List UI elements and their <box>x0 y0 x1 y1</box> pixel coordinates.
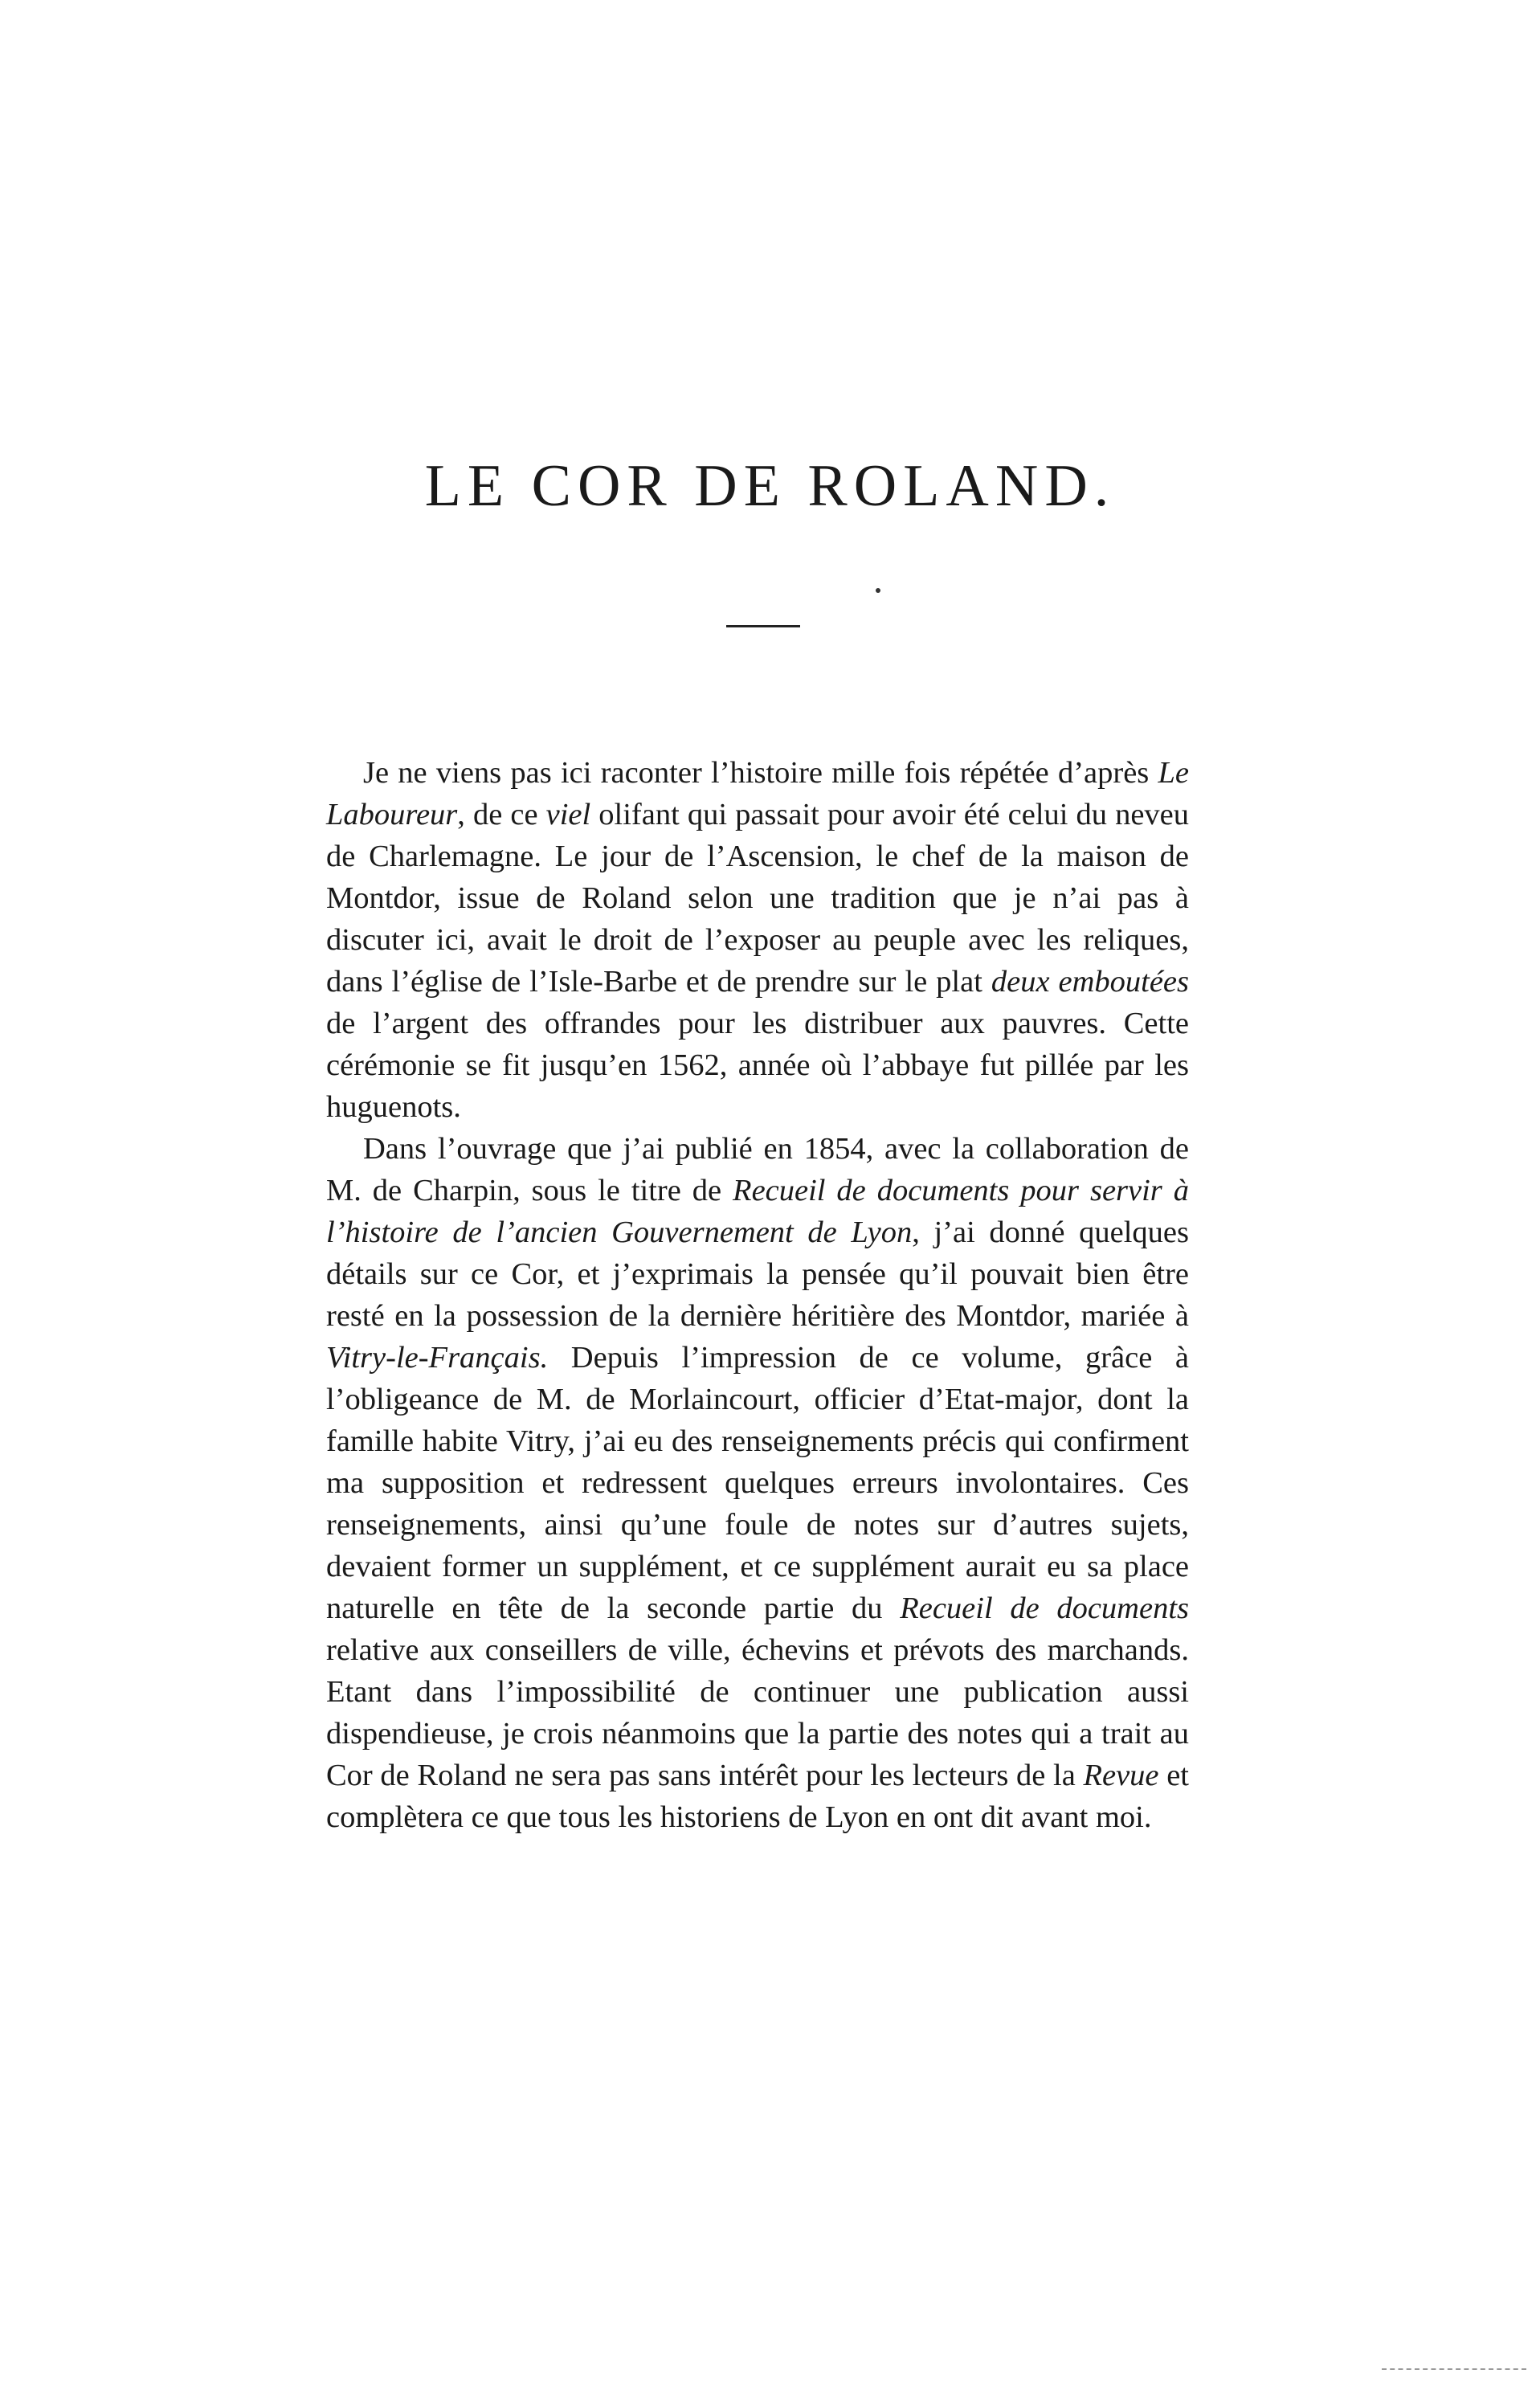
text-run: et complètera ce que tous les historiens de Lyon en ont dit avant moi. <box>326 1759 1189 1834</box>
text-run: Je ne viens pas ici raconter l’histoire mille fois répétée d’après <box>363 756 1158 790</box>
italic-run: Recueil de documents <box>900 1591 1190 1625</box>
body-text <box>326 752 1189 1838</box>
text-run: olifant qui passait pour avoir été celui du neveu de Charlemagne. Le jour de l’Ascension, le chef de la maison de Montdor, issue de Roland selon une tradition que je n’ai pas à discuter ici, avait le droit de l’exposer au peuple avec les reliques, dans l’église de l’Isle-Barbe et de prendre sur le plat <box>326 798 1190 999</box>
title-divider <box>726 625 800 627</box>
page-edge-mark <box>1382 2368 1526 2370</box>
italic-run: Revue <box>1083 1759 1159 1792</box>
italic-run: Recueil de documents pour servir à l’histoire de l’ancien Gouvernement de Lyon <box>326 1174 1189 1249</box>
paragraph <box>326 752 1189 1128</box>
text-run: Dans l’ouvrage que j’ai publié en 1854, avec la collaboration de M. de Charpin, sous le titre de <box>326 1132 1189 1207</box>
paragraph <box>326 1128 1189 1838</box>
italic-run: deux emboutées <box>991 965 1189 999</box>
text-run: relative aux conseillers de ville, échevins et prévots des marchands. Etant dans l’impossibilité de continuer une publication aussi dispendieuse, je crois néanmoins que la partie des notes qui a trait au Cor de Roland ne sera pas sans intérêt pour les lecteurs de la <box>326 1633 1189 1792</box>
text-run: , de ce <box>457 798 546 831</box>
text-run: de l’argent des offrandes pour les distribuer aux pauvres. Cette cérémonie se fit jusqu’en 1562, année où l’abbaye fut pillée par les huguenots. <box>326 1007 1189 1124</box>
italic-run: Vitry-le-Français. <box>326 1341 549 1375</box>
text-run: , j’ai donné quelques détails sur ce Cor, et j’exprimais la pensée qu’il pouvait bien être resté en la possession de la dernière héritière des Montdor, mariée à <box>326 1215 1189 1333</box>
italic-run: viel <box>545 798 591 831</box>
italic-run: Le Laboureur <box>326 756 1189 831</box>
ink-speck <box>876 588 880 593</box>
page-title: LE COR DE ROLAND. <box>424 453 1116 519</box>
text-run: Depuis l’impression de ce volume, grâce à l’obligeance de M. de Morlaincourt, officier d’Etat-major, dont la famille habite Vitry, j’ai eu des renseignements précis qui confirment ma supposition et redressent quelques erreurs involontaires. Ces renseignements, ainsi qu’une foule de notes sur d’autres sujets, devaient former un supplément, et ce supplément aurait eu sa place naturelle en tête de la seconde partie du <box>326 1341 1189 1625</box>
